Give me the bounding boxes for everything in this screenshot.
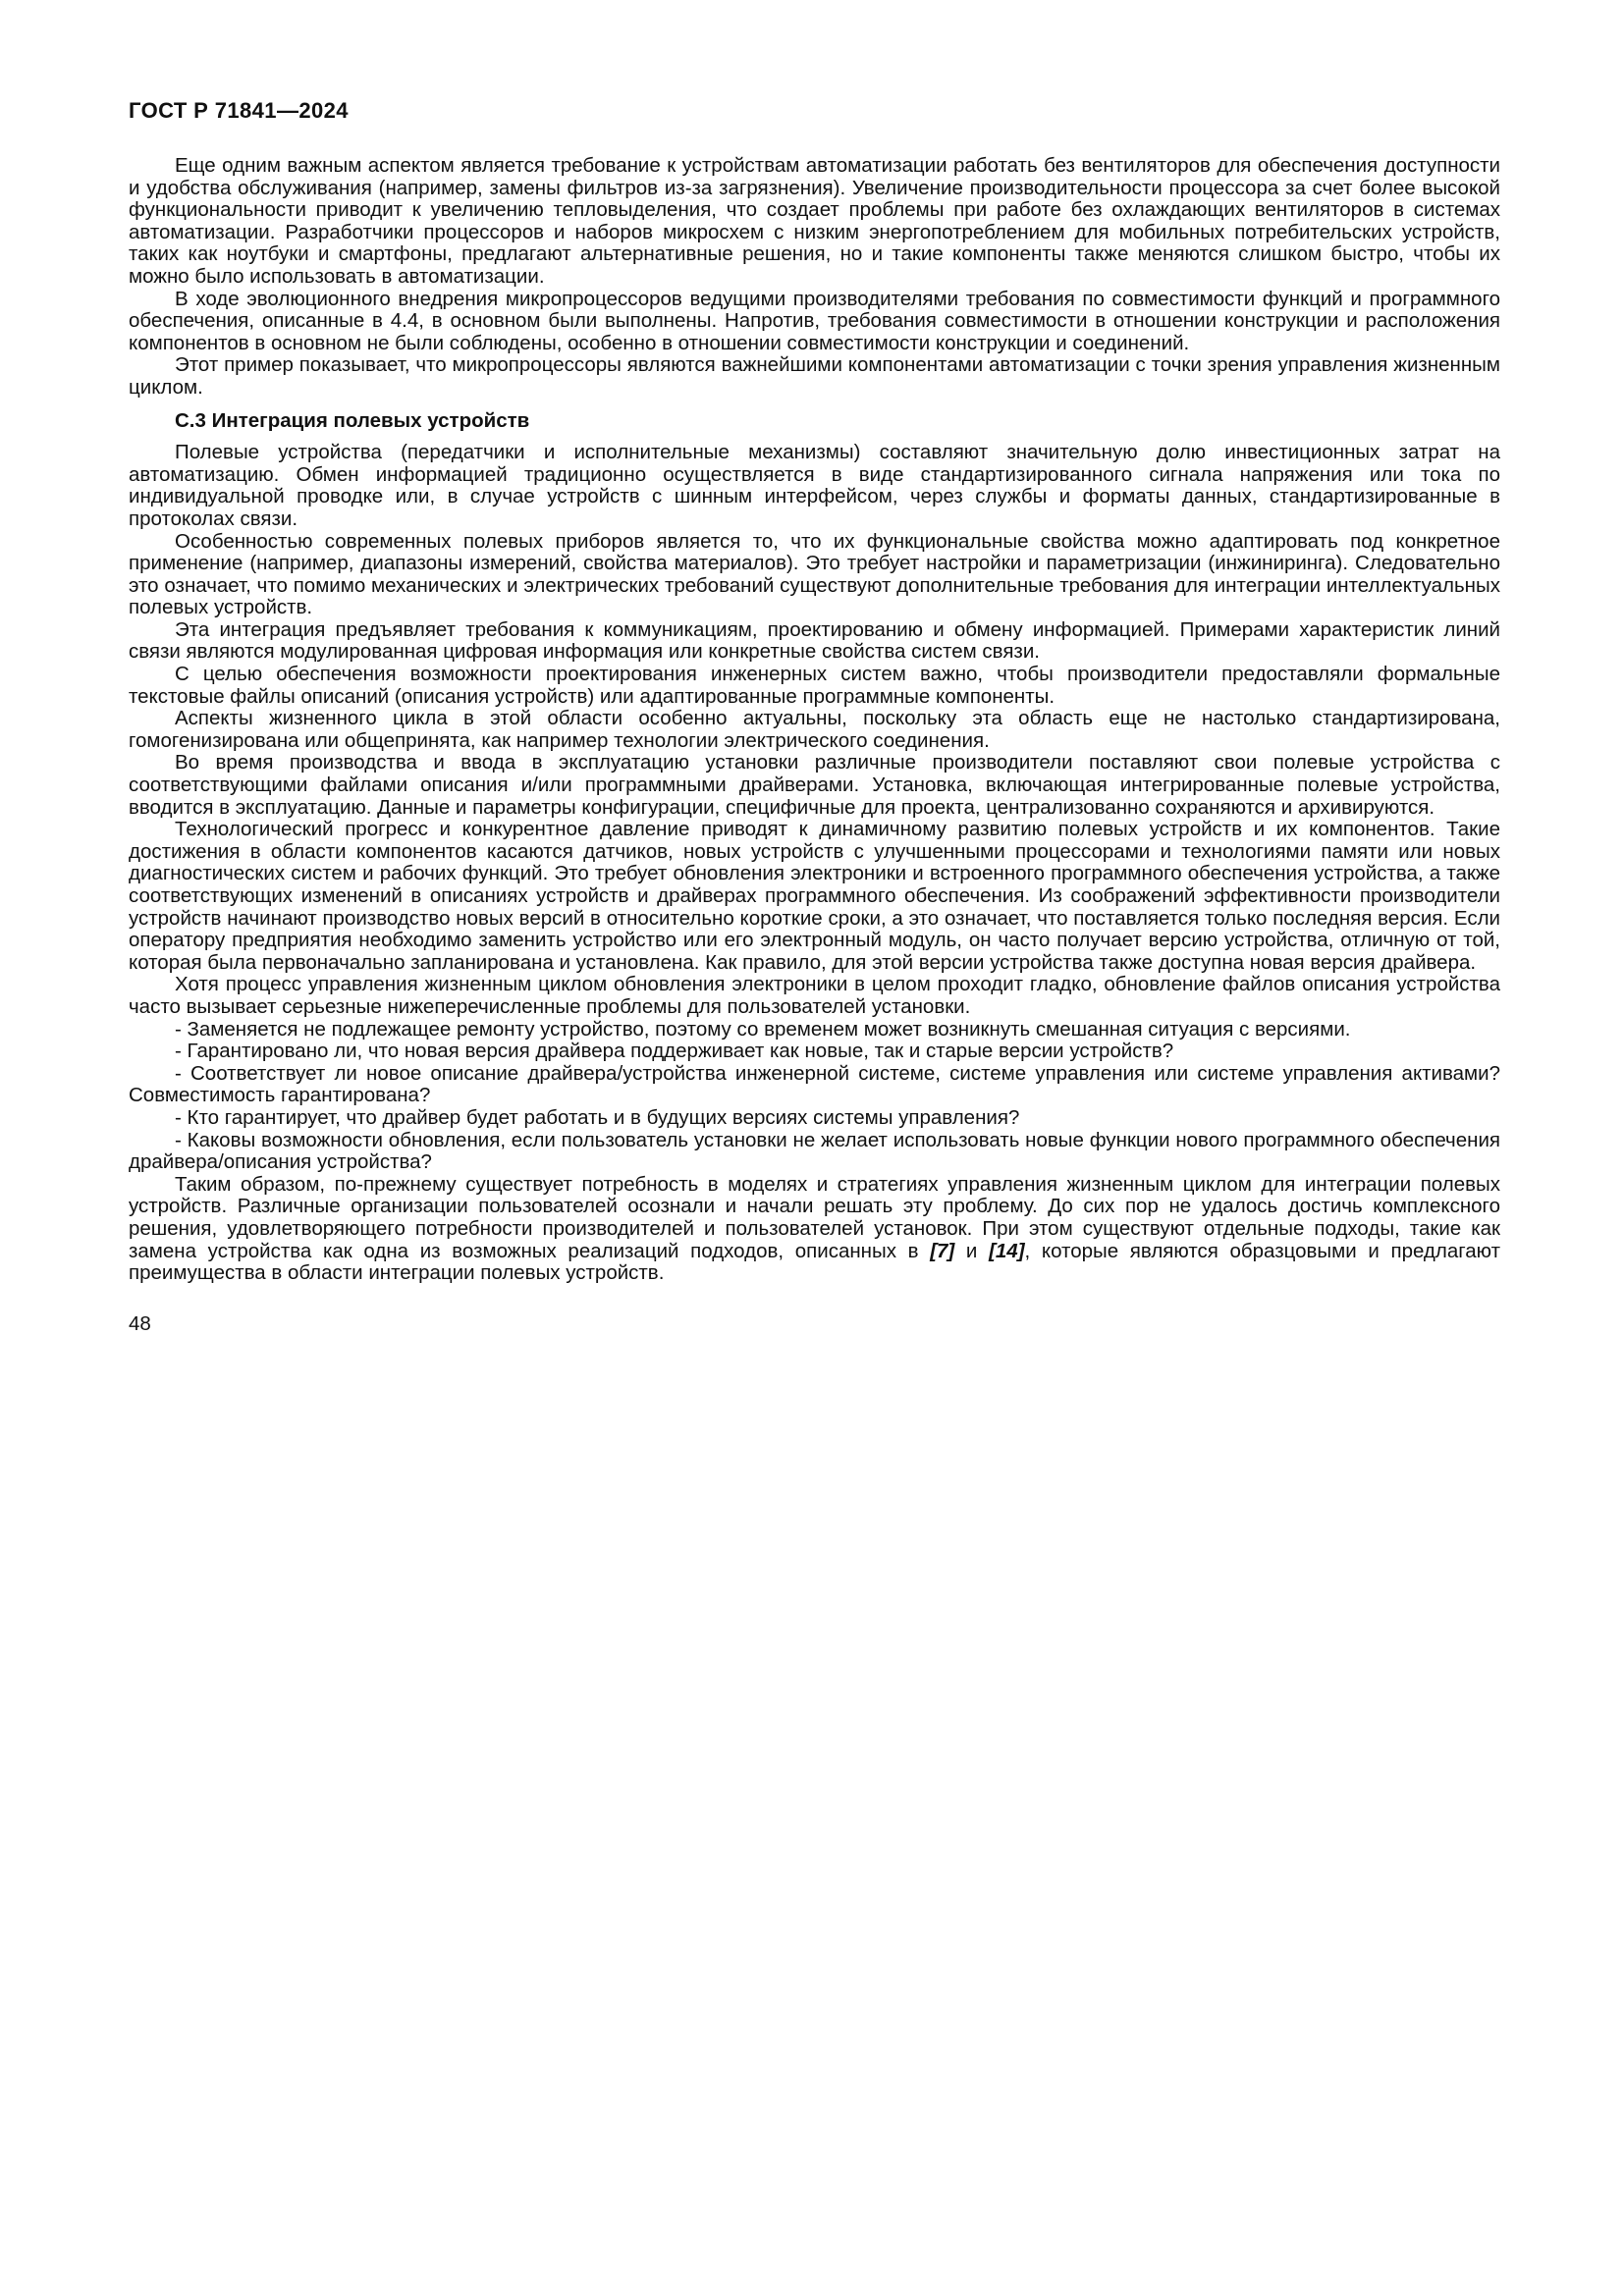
page-number: 48 <box>129 1311 151 1335</box>
paragraph: В ходе эволюционного внедрения микропроцессоров ведущими производителями требования по совместимости функций и программного обеспечения, описанные в 4.4, в основном были выполнены. Напротив, требования совместимости в отношении конструкции и расположения компонентов в основном не были соблюдены, особенно в отношении совместимости конструкции и соединений. <box>129 287 1500 354</box>
standard-designation: ГОСТ Р 71841—2024 <box>129 98 349 123</box>
paragraph: Особенностью современных полевых приборов является то, что их функциональные свойства можно адаптировать под конкретное применение (например, диапазоны измерений, свойства материалов). Это требует настройки и параметризации (инжиниринга). Следовательно это означает, что помимо механических и электрических требований существуют дополнительные требования для интеграции интеллектуальных полевых устройств. <box>129 529 1500 619</box>
list-item: - Заменяется не подлежащее ремонту устройство, поэтому со временем может возникнуть смешанная ситуация с версиями. <box>175 1017 1351 1041</box>
paragraph: Хотя процесс управления жизненным циклом обновления электроники в целом проходит гладко, обновление файлов описания устройства часто вызывает серьезные нижеперечисленные проблемы для пользователей установки. <box>129 973 1500 1018</box>
paragraph: Эта интеграция предъявляет требования к коммуникациям, проектированию и обмену информацией. Примерами характеристик линий связи являются модулированная цифровая информация или конкретные свойства систем связи. <box>129 617 1500 664</box>
paragraph-text: , которые являются образцовыми и предлагают преимущества в области интеграции полевых устройств. <box>129 1239 1500 1285</box>
paragraph: С целью обеспечения возможности проектирования инженерных систем важно, чтобы производители предоставляли формальные текстовые файлы описаний (описания устройств) или адаптированные программные компоненты. <box>129 663 1500 708</box>
section-heading-c3: С.3 Интеграция полевых устройств <box>175 408 530 432</box>
reference-7: [7] <box>930 1239 955 1262</box>
paragraph: Технологический прогресс и конкурентное давление приводят к динамичному развитию полевых устройств и их компонентов. Такие достижения в области компонентов касаются датчиков, новых устройств с улучшенными процессорами и технологиями памяти или новых диагностических систем и рабочих функций. Это требует обновления электроники и встроенного программного обеспечения устройства, а также соответствующих изменений в описаниях устройств и драйверах программного обеспечения. Из соображений эффективности производители устройств начинают производство новых версий в относительно короткие сроки, а это означает, что поставляется только последняя версия. Если оператору предприятия необходимо заменить устройство или его электронный модуль, он часто получает версию устройства, отличную от той, которая была первоначально запланирована и установлена. Как правило, для этой версии устройства также доступна новая версия драйвера. <box>129 818 1500 974</box>
list-item: - Соответствует ли новое описание драйвера/устройства инженерной системе, системе управления или системе управления активами? Совместимость гарантирована? <box>129 1061 1500 1107</box>
closing-paragraph <box>129 1174 1500 1285</box>
paragraph: Во время производства и ввода в эксплуатацию установки различные производители поставляют свои полевые устройства с соответствующими файлами описания и/или программными драйверами. Установка, включающая интегрированные полевые устройства, вводится в эксплуатацию. Данные и параметры конфигурации, специфичные для проекта, централизованно сохраняются и архивируются. <box>129 751 1500 819</box>
paragraph: Еще одним важным аспектом является требование к устройствам автоматизации работать без вентиляторов для обеспечения доступности и удобства обслуживания (например, замены фильтров из-за загрязнения). Увеличение производительности процессора за счет более высокой функциональности приводит к увеличению тепловыделения, что создает проблемы при работе без охлаждающих вентиляторов в системах автоматизации. Разработчики процессоров и наборов микросхем с низким энергопотреблением для мобильных потребительских устройств, таких как ноутбуки и смартфоны, предлагают альтернативные решения, но и такие компоненты также меняются слишком быстро, чтобы их можно было использовать в автоматизации. <box>129 154 1500 288</box>
paragraph-text: и <box>954 1239 990 1262</box>
paragraph: Этот пример показывает, что микропроцессоры являются важнейшими компонентами автоматизации с точки зрения управления жизненным циклом. <box>129 353 1500 399</box>
paragraph-text: Таким образом, по-прежнему существует потребность в моделях и стратегиях управления жизненным циклом для интеграции полевых устройств. Различные организации пользователей осознали и начали решать эту проблему. До сих пор не удалось достичь комплексного решения, удовлетворяющего потребности производителей и пользователей установок. При этом существуют отдельные подходы, такие как замена устройства как одна из возможных реализаций подходов, описанных в <box>129 1172 1500 1262</box>
reference-14: [14] <box>989 1239 1025 1262</box>
list-item: - Кто гарантирует, что драйвер будет работать и в будущих версиях системы управления? <box>175 1105 1020 1129</box>
paragraph: Аспекты жизненного цикла в этой области особенно актуальны, поскольку эта область еще не настолько стандартизирована, гомогенизирована или общепринята, как например технологии электрического соединения. <box>129 707 1500 752</box>
list-item: - Каковы возможности обновления, если пользователь установки не желает использовать новые функции нового программного обеспечения драйвера/описания устройства? <box>129 1128 1500 1174</box>
list-item: - Гарантировано ли, что новая версия драйвера поддерживает как новые, так и старые версии устройств? <box>175 1040 1174 1063</box>
paragraph: Полевые устройства (передатчики и исполнительные механизмы) составляют значительную долю инвестиционных затрат на автоматизацию. Обмен информацией традиционно осуществляется в виде стандартизированного сигнала напряжения или тока по индивидуальной проводке или, в случае устройств с шинным интерфейсом, через службы и форматы данных, стандартизированные в протоколах связи. <box>129 441 1500 530</box>
